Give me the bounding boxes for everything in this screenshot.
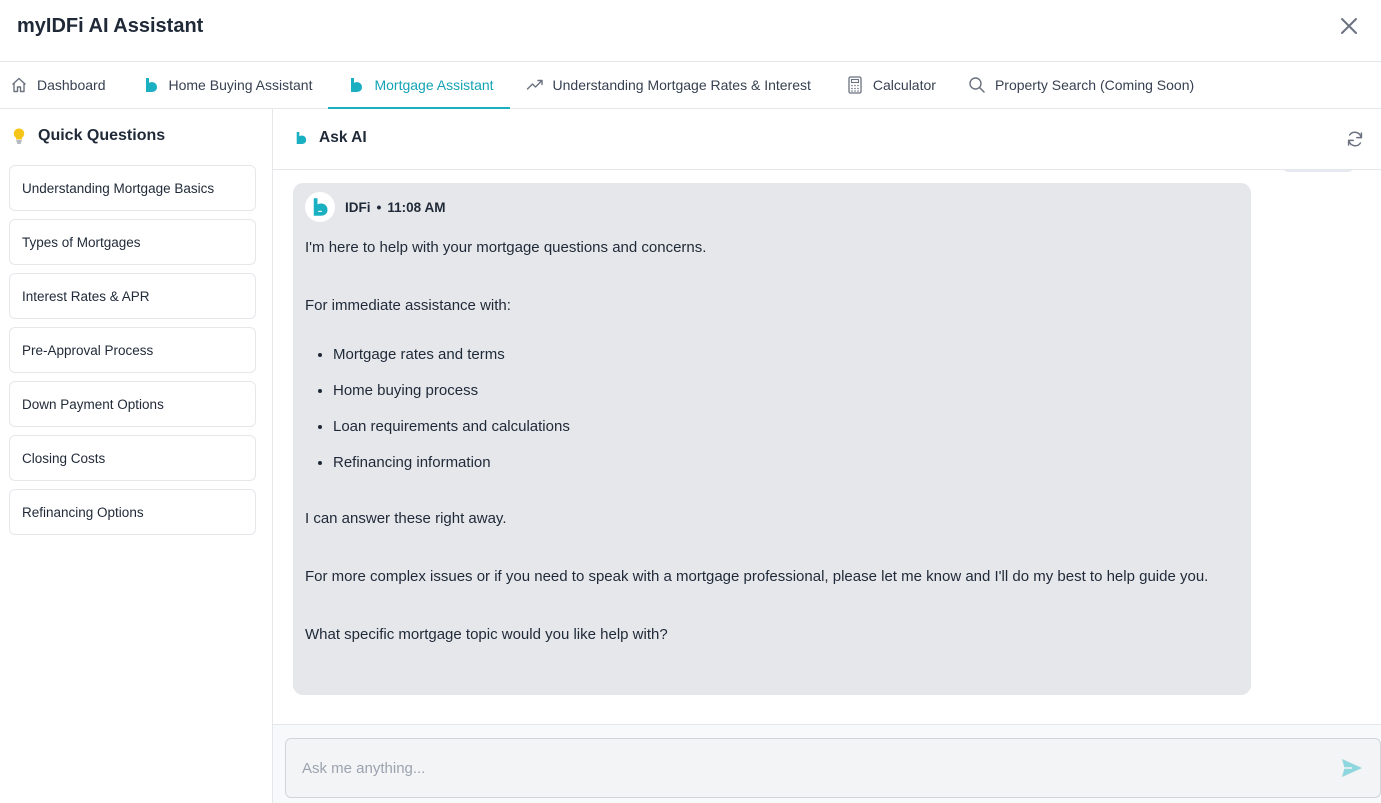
assistant-message (293, 183, 1251, 695)
chat-input[interactable] (302, 739, 1322, 797)
message-list[interactable] (273, 170, 1381, 724)
message-meta (305, 192, 445, 222)
previous-message-bubble (1281, 170, 1355, 172)
chat-input-area (273, 724, 1381, 803)
list-item: • Home buying process (333, 381, 1235, 401)
tab-label: Home Buying Assistant (168, 77, 313, 93)
tab-label: Property Search (Coming Soon) (994, 77, 1195, 93)
trending-up-icon (526, 76, 544, 94)
meta-separator: • (376, 199, 382, 215)
quick-question-item[interactable]: Closing Costs (9, 435, 256, 481)
app-title: myIDFi AI Assistant (17, 15, 204, 37)
send-icon (1340, 757, 1364, 779)
message-paragraph: For immediate assistance with: (305, 297, 511, 314)
tab-home-buying-assistant[interactable] (132, 62, 323, 108)
list-item: • Loan requirements and calculations (333, 417, 1235, 437)
message-paragraph: For more complex issues or if you need to speak with a mortgage professional, please let me know and I'll do my best to help guide you. (305, 568, 1209, 585)
message-sender: IDFi (345, 199, 371, 215)
close-icon (1340, 17, 1358, 35)
refresh-button[interactable] (1345, 129, 1365, 149)
close-button[interactable] (1336, 13, 1362, 39)
tab-property-search[interactable] (958, 62, 1204, 108)
idfi-logo-icon (142, 76, 160, 94)
tab-mortgage-assistant[interactable] (328, 62, 509, 108)
chat-header (273, 109, 1381, 170)
quick-question-item[interactable]: Down Payment Options (9, 381, 256, 427)
tab-label: Calculator (872, 77, 936, 93)
quick-question-item[interactable]: Pre-Approval Process (9, 327, 256, 373)
message-bullet-list (305, 345, 1235, 473)
sidebar-title: Quick Questions (38, 127, 166, 144)
quick-question-item[interactable]: Types of Mortgages (9, 219, 256, 265)
list-item: • Mortgage rates and terms (333, 345, 1235, 365)
avatar (305, 192, 335, 222)
home-icon (10, 76, 28, 94)
tab-dashboard[interactable] (0, 62, 116, 108)
message-body (305, 235, 1235, 648)
message-paragraph: What specific mortgage topic would you like help with? (305, 626, 668, 643)
list-item: • Refinancing information (333, 453, 1235, 473)
quick-questions-sidebar (0, 109, 273, 803)
refresh-icon (1346, 130, 1364, 148)
idfi-logo-icon (347, 76, 365, 94)
chat-title: Ask AI (319, 129, 367, 146)
sidebar-header (10, 127, 165, 145)
tab-label: Understanding Mortgage Rates & Interest (552, 77, 811, 93)
message-timestamp: 11:08 AM (387, 199, 446, 215)
tab-bar (0, 62, 1381, 109)
lightbulb-icon (10, 127, 28, 145)
tab-label: Mortgage Assistant (374, 77, 494, 93)
tab-label: Dashboard (37, 77, 106, 93)
tab-understanding-mortgage-rates[interactable] (516, 62, 821, 108)
app-header (0, 0, 1381, 62)
tab-calculator[interactable] (836, 62, 946, 108)
message-paragraph: I'm here to help with your mortgage questions and concerns. (305, 239, 707, 256)
idfi-logo-icon (311, 197, 329, 217)
quick-question-item[interactable]: Understanding Mortgage Basics (9, 165, 256, 211)
chat-title-group (295, 129, 367, 147)
message-paragraph: I can answer these right away. (305, 510, 507, 527)
calculator-icon (846, 76, 864, 94)
chat-input-box (285, 738, 1381, 798)
quick-question-item[interactable]: Refinancing Options (9, 489, 256, 535)
quick-question-item[interactable]: Interest Rates & APR (9, 273, 256, 319)
send-button[interactable] (1339, 756, 1365, 780)
search-icon (968, 76, 986, 94)
idfi-logo-icon (295, 131, 309, 145)
